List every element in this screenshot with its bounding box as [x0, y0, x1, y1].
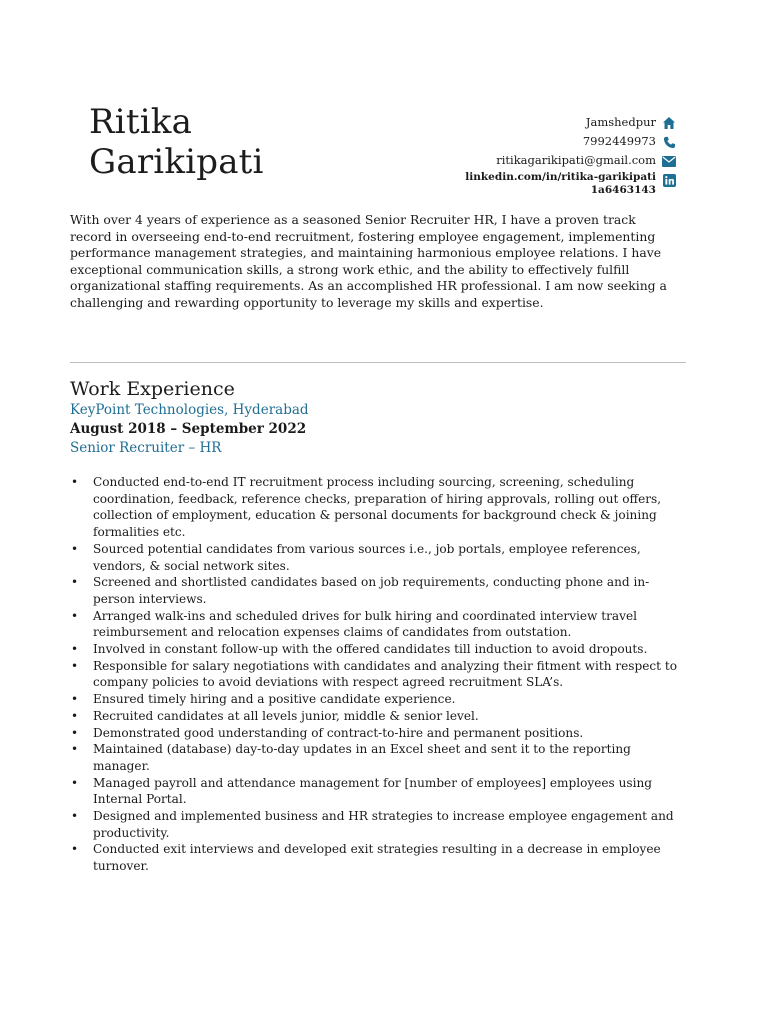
- company-name: KeyPoint Technologies, Hyderabad: [70, 402, 309, 418]
- section-divider: [70, 362, 686, 363]
- bullet-icon: •: [71, 692, 79, 707]
- duty-item: [70, 474, 686, 541]
- linkedin-line-1: linkedin.com/in/ritika-garikipati: [465, 171, 656, 183]
- phone-text: 7992449973: [582, 134, 656, 148]
- bullet-icon: •: [71, 475, 79, 489]
- duty-text: Maintained (database) day-to-day updates in an Excel sheet and sent it to the reporting manager.: [93, 742, 631, 773]
- duty-item: [70, 574, 686, 607]
- bullet-icon: •: [71, 608, 79, 623]
- bullet-icon: •: [71, 642, 79, 657]
- home-icon: [661, 115, 677, 131]
- bullet-icon: •: [71, 575, 79, 590]
- bullet-icon: •: [71, 742, 79, 757]
- linkedin-link[interactable]: [465, 171, 656, 197]
- duty-text: Conducted exit interviews and developed exit strategies resulting in a decrease in employee turnover.: [93, 842, 661, 874]
- duty-item: [70, 808, 686, 841]
- duty-item: [70, 658, 686, 691]
- bullet-icon: •: [71, 708, 79, 723]
- last-name: Garikipati: [89, 142, 264, 182]
- contact-location: [317, 114, 677, 131]
- candidate-name: [89, 102, 264, 182]
- employment-dates: August 2018 – September 2022: [70, 421, 307, 437]
- duty-item: [70, 691, 686, 708]
- job-title: Senior Recruiter – HR: [70, 440, 222, 456]
- duty-item: [70, 541, 686, 574]
- contact-block: [317, 114, 677, 199]
- bullet-icon: •: [71, 541, 79, 556]
- duty-text: Designed and implemented business and HR strategies to increase employee engagement and productivity.: [93, 809, 674, 840]
- bullet-icon: •: [71, 658, 79, 673]
- contact-email[interactable]: [317, 152, 677, 169]
- email-link[interactable]: ritikagarikipati@gmail.com: [496, 153, 656, 167]
- bullet-icon: •: [71, 809, 79, 824]
- duty-text: Responsible for salary negotiations with candidates and analyzing their fitment with respect to company policies to avoid deviations with respect agreed recruitment SLA’s.: [93, 658, 677, 690]
- first-name: Ritika: [89, 102, 193, 142]
- phone-icon: [661, 134, 677, 150]
- contact-phone: [317, 133, 677, 150]
- envelope-icon: [661, 153, 677, 169]
- duty-item: [70, 608, 686, 641]
- duties-list: [70, 474, 686, 875]
- duty-text: Arranged walk-ins and scheduled drives for bulk hiring and coordinated interview travel reimbursement and relocation expenses claims of candidates from outstation.: [93, 608, 637, 640]
- duty-item: [70, 741, 686, 774]
- duty-item: [70, 775, 686, 808]
- duty-text: Recruited candidates at all levels junior, middle & senior level.: [93, 708, 479, 723]
- duty-text: Screened and shortlisted candidates based on job requirements, conducting phone and in-person interviews.: [93, 575, 650, 606]
- linkedin-line-2: 1a6463143: [590, 184, 656, 196]
- duty-text: Sourced potential candidates from various sources i.e., job portals, employee references, vendors, & social network sites.: [93, 541, 641, 573]
- duty-text: Conducted end-to-end IT recruitment process including sourcing, screening, scheduling coordination, feedback, reference checks, preparation of hiring approvals, rolling out offers, collection of employment, education & personal documents for background check & joining formalities etc.: [93, 475, 662, 540]
- contact-linkedin[interactable]: [317, 171, 677, 197]
- duty-item: [70, 641, 686, 658]
- bullet-icon: •: [71, 725, 79, 740]
- duty-text: Ensured timely hiring and a positive candidate experience.: [93, 692, 456, 707]
- section-title-work-experience: Work Experience: [70, 378, 235, 400]
- duty-item: [70, 725, 686, 742]
- duty-text: Managed payroll and attendance management for [number of employees] employees using Internal Portal.: [93, 775, 652, 807]
- duty-text: Involved in constant follow-up with the offered candidates till induction to avoid dropouts.: [93, 642, 648, 657]
- professional-summary: With over 4 years of experience as a seasoned Senior Recruiter HR, I have a proven track record in overseeing end-to-end recruitment, fostering employee engagement, implementing performance management strategies, and maintaining harmonious employee relations. I have exceptional communication skills, a strong work ethic, and the ability to effectively fulfill organizational staffing requirements. As an accomplished HR professional. I am now seeking a challenging and rewarding opportunity to leverage my skills and expertise.: [70, 212, 667, 310]
- duty-item: [70, 708, 686, 725]
- duty-item: [70, 841, 686, 874]
- bullet-icon: •: [71, 842, 79, 857]
- linkedin-icon: [661, 172, 677, 188]
- location-text: Jamshedpur: [585, 115, 656, 129]
- duty-text: Demonstrated good understanding of contract-to-hire and permanent positions.: [93, 725, 584, 740]
- bullet-icon: •: [71, 775, 79, 790]
